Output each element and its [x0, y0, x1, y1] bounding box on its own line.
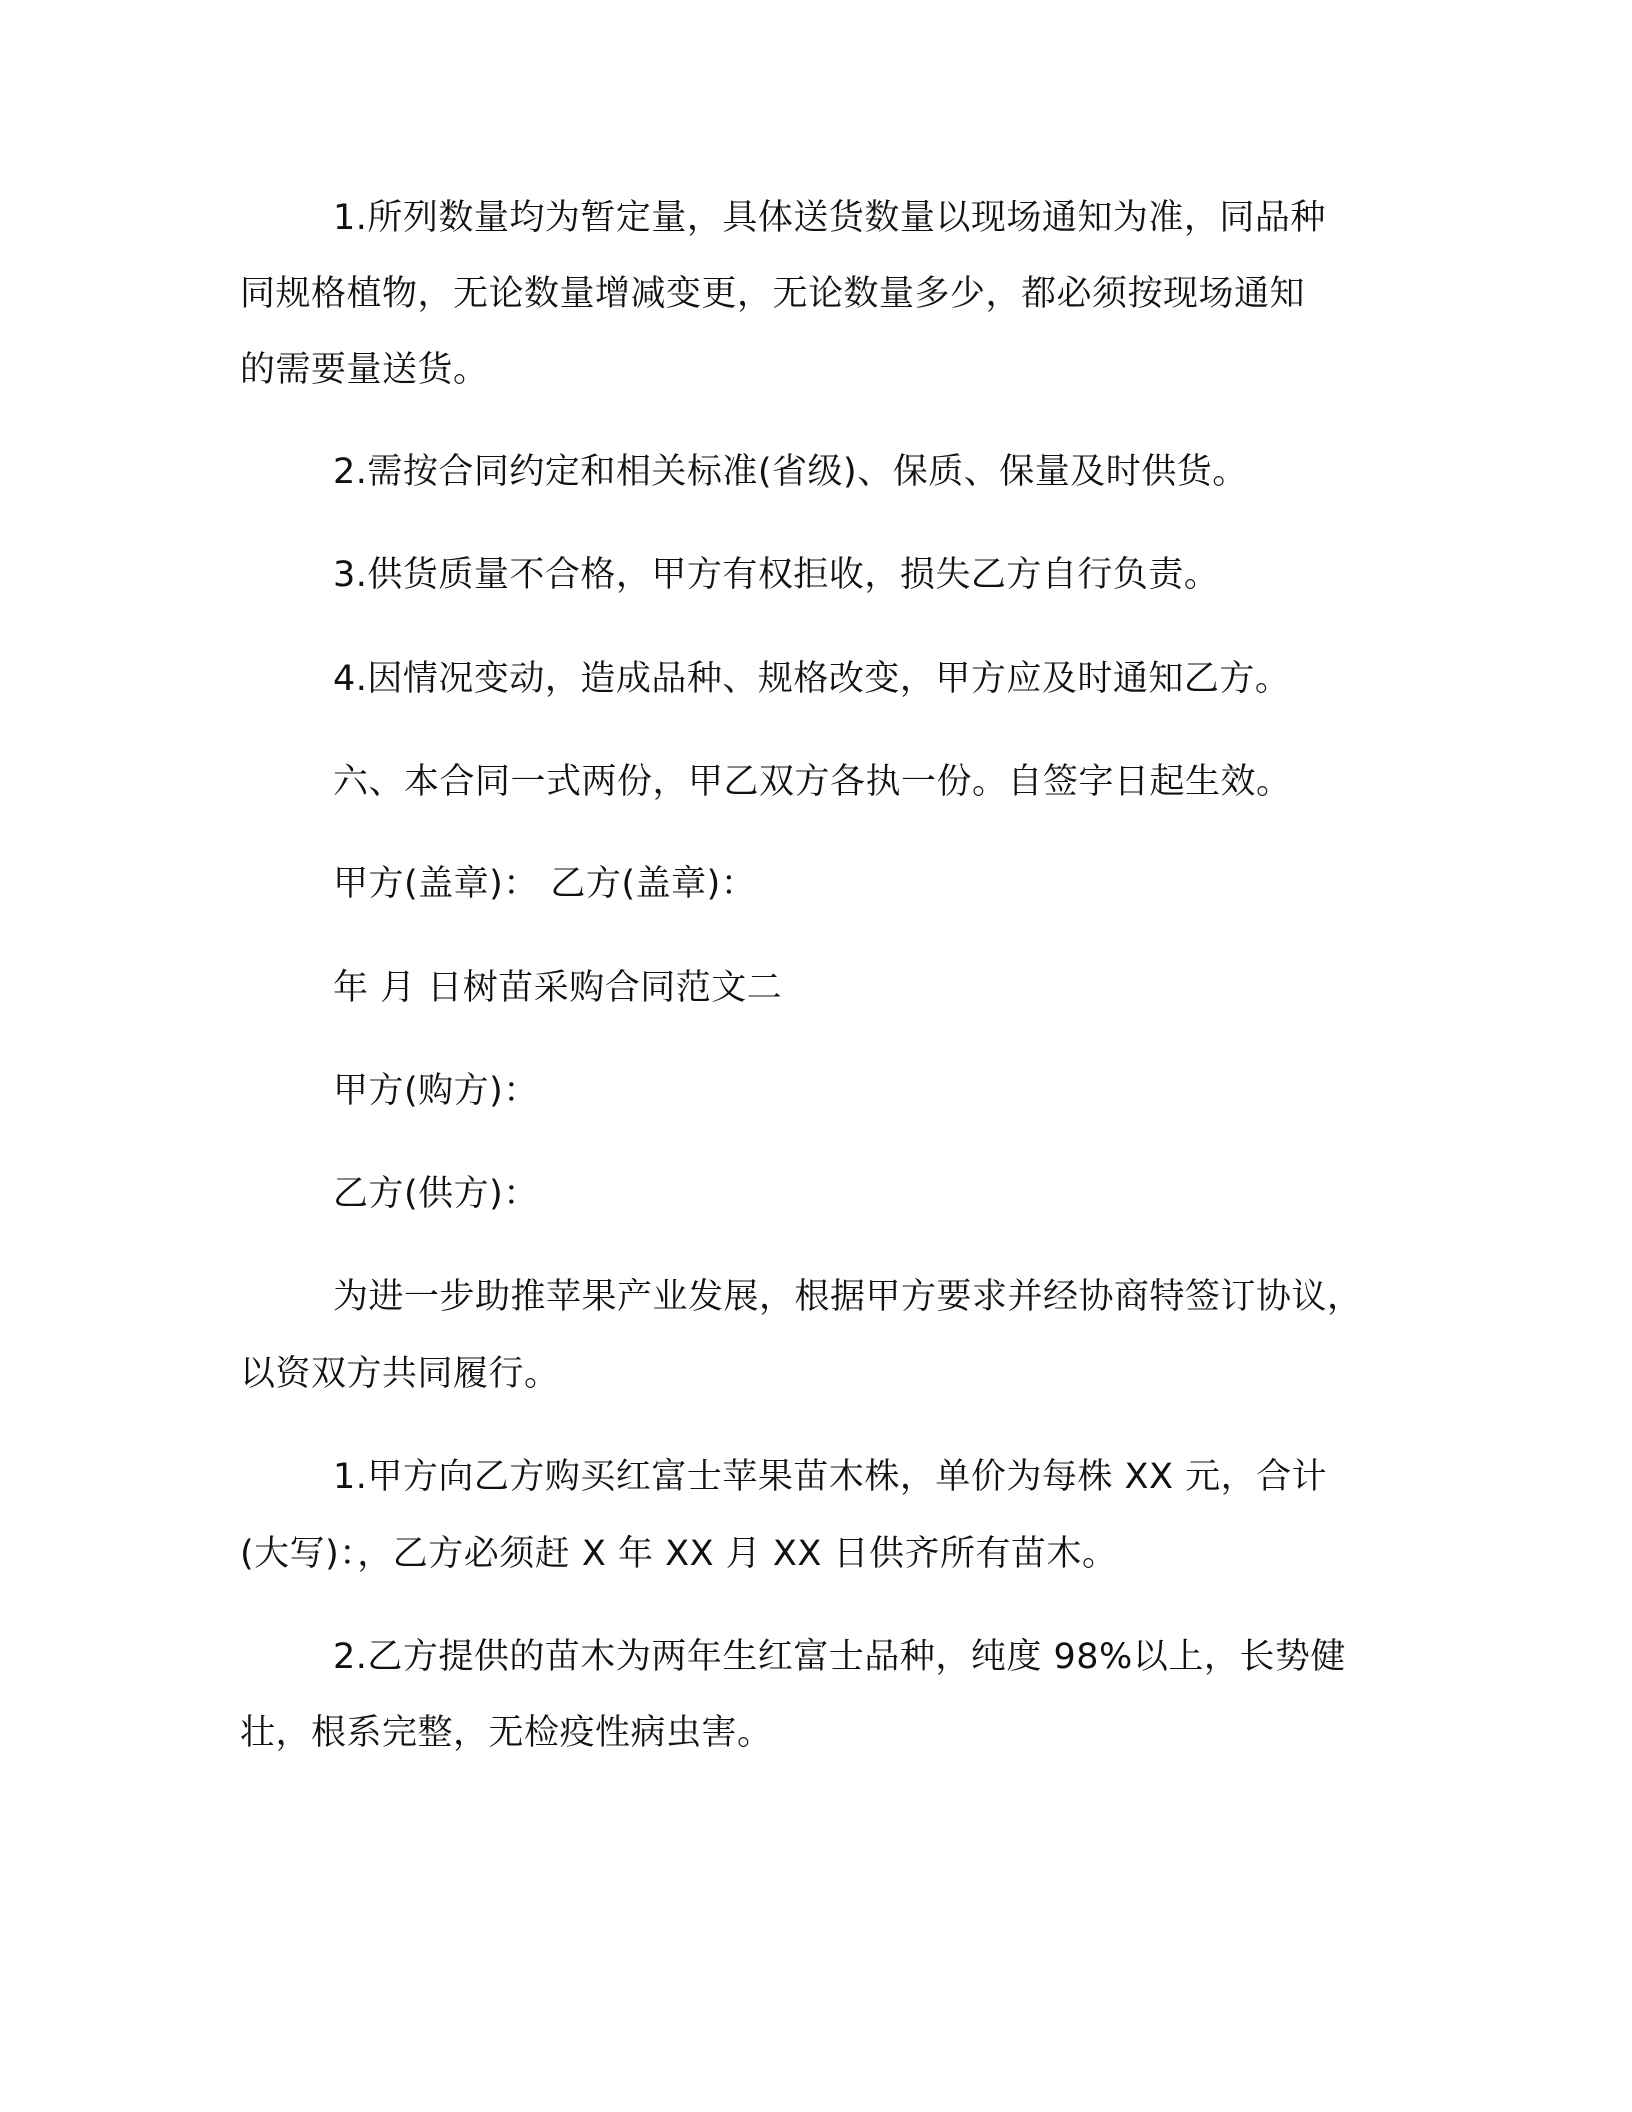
- party-b-supplier: 乙方(供方)：: [333, 1174, 539, 1214]
- clause-six: 六、本合同一式两份，甲乙双方各执一份。自签字日起生效。: [333, 762, 1292, 802]
- clause-1-line-3: 的需要量送货。: [240, 350, 489, 390]
- clause-1-line-1: 1.所列数量均为暂定量，具体送货数量以现场通知为准，同品种: [333, 198, 1326, 238]
- clause-2: 2.需按合同约定和相关标准(省级)、保质、保量及时供货。: [333, 452, 1248, 492]
- article-2-line-2: 壮，根系完整，无检疫性病虫害。: [240, 1713, 773, 1753]
- article-1-line-1: 1.甲方向乙方购买红富士苹果苗木株，单价为每株 XX 元，合计: [333, 1457, 1328, 1497]
- clause-1-line-2: 同规格植物，无论数量增减变更，无论数量多少，都必须按现场通知: [240, 274, 1306, 314]
- preamble-line-2: 以资双方共同履行。: [240, 1354, 560, 1394]
- signature-line: 甲方(盖章)： 乙方(盖章)：: [333, 864, 757, 904]
- article-2-line-1: 2.乙方提供的苗木为两年生红富士品种，纯度 98%以上，长势健: [333, 1637, 1346, 1677]
- preamble-line-1: 为进一步助推苹果产业发展，根据甲方要求并经协商特签订协议，: [333, 1277, 1363, 1317]
- party-a-buyer: 甲方(购方)：: [333, 1071, 539, 1111]
- article-1-line-2: (大写)：，乙方必须赶 X 年 XX 月 XX 日供齐所有苗木。: [240, 1534, 1118, 1574]
- date-and-title-line: 年 月 日树苗采购合同范文二: [333, 968, 783, 1008]
- clause-3: 3.供货质量不合格，甲方有权拒收，损失乙方自行负责。: [333, 555, 1220, 595]
- clause-4: 4.因情况变动，造成品种、规格改变，甲方应及时通知乙方。: [333, 659, 1291, 699]
